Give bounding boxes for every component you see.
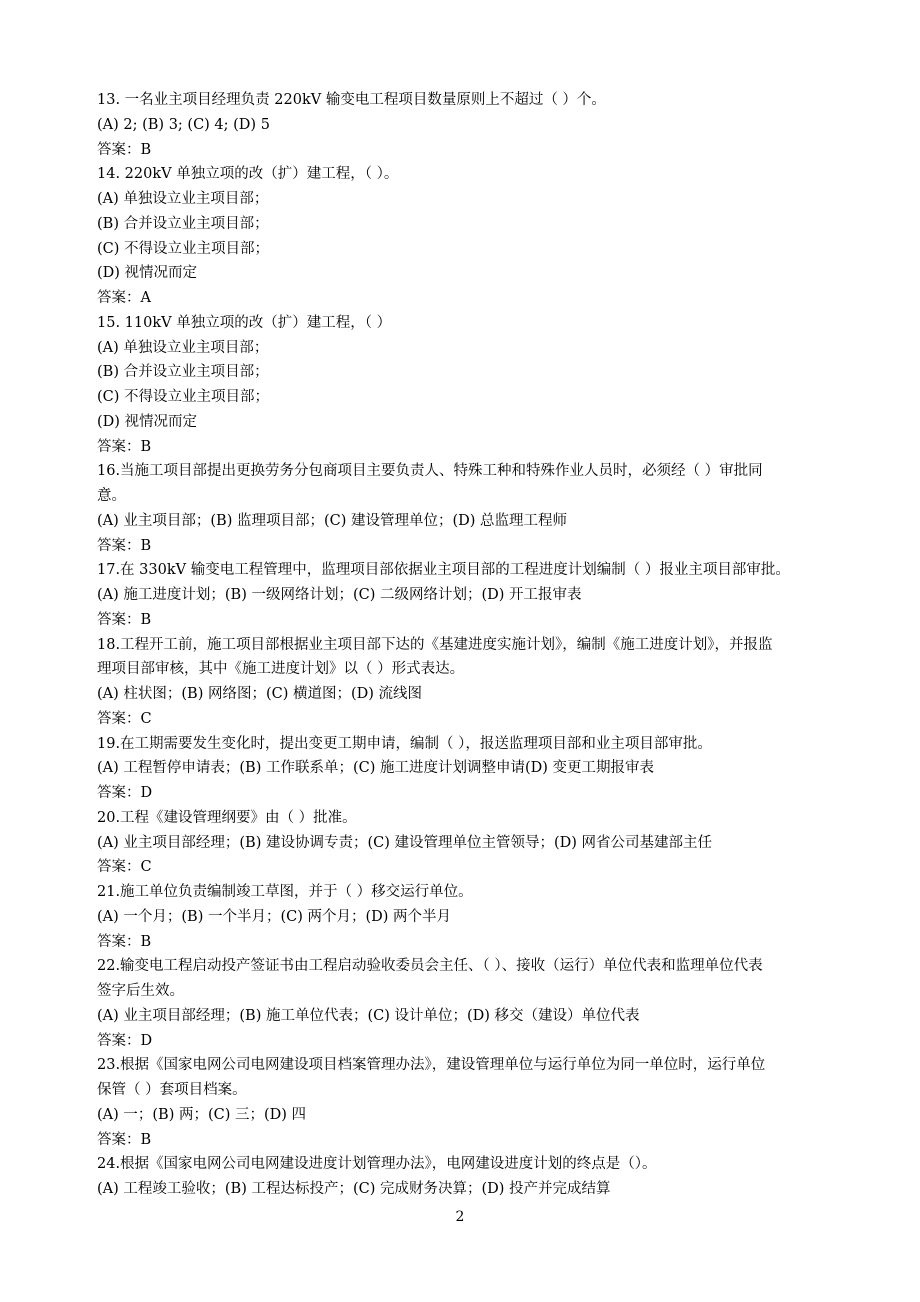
question-line: 13. 一名业主项目经理负责 220kV 输变电工程项目数量原则上不超过（ ）个。: [97, 92, 606, 108]
answer-line: 答案：C: [97, 859, 152, 876]
answer-line: 答案：C: [97, 710, 152, 727]
answer-line: 答案：B: [97, 1131, 152, 1148]
question-line: 签字后生效。: [97, 983, 184, 999]
option-line: (C) 不得设立业主项目部；: [97, 240, 270, 257]
question-line: 17.在 330kV 输变电工程管理中，监理项目部依据业主项目部的工程进度计划编制（ ）报业主项目部审批。: [97, 562, 790, 579]
option-line: (A) 柱状图；(B) 网络图；(C) 横道图；(D) 流线图: [97, 686, 423, 702]
option-line: (A) 2; (B) 3; (C) 4; (D) 5: [97, 116, 270, 133]
question-line: 23.根据《国家电网公司电网建设项目档案管理办法》，建设管理单位与运行单位为同一单位时，运行单位: [97, 1057, 766, 1074]
option-line: (B) 合并设立业主项目部；: [97, 364, 269, 381]
question-line: 14. 220kV 单独立项的改（扩）建工程，（ ）。: [97, 166, 399, 183]
option-line: (D) 视情况而定: [97, 265, 198, 282]
answer-line: 答案：A: [97, 290, 151, 306]
question-line: 保管（ ）套项目档案。: [97, 1082, 247, 1098]
option-line: (A) 单独设立业主项目部；: [97, 191, 269, 207]
option-line: (A) 施工进度计划；(B) 一级网络计划；(C) 二级网络计划；(D) 开工报审表: [97, 587, 582, 603]
option-line: (A) 工程竣工验收；(B) 工程达标投产；(C) 完成财务决算；(D) 投产并完成结算: [97, 1181, 611, 1197]
option-line: (A) 单独设立业主项目部；: [97, 339, 269, 356]
option-line: (B) 合并设立业主项目部；: [97, 215, 269, 232]
question-line: 意。: [97, 488, 126, 504]
question-line: 15. 110kV 单独立项的改（扩）建工程，（ ）: [97, 314, 392, 331]
question-line: 20.工程《建设管理纲要》由（ ）批准。: [97, 809, 357, 826]
answer-line: 答案：B: [97, 141, 152, 158]
page-number: 2: [455, 1209, 465, 1225]
answer-line: 答案：D: [97, 1032, 153, 1049]
option-line: (A) 业主项目部经理；(B) 施工单位代表；(C) 设计单位；(D) 移交（建设）单位代表: [97, 1007, 640, 1024]
answer-line: 答案：B: [97, 537, 152, 554]
question-list: [97, 88, 855, 1202]
option-line: (D) 视情况而定: [97, 413, 198, 430]
question-line: 21.施工单位负责编制竣工草图，并于（ ）移交运行单位。: [97, 884, 473, 900]
option-line: (A) 工程暂停申请表；(B) 工作联系单；(C) 施工进度计划调整申请(D) 变更工期报审表: [97, 760, 655, 777]
answer-line: 答案：B: [97, 438, 152, 455]
question-line: 18.工程开工前，施工项目部根据业主项目部下达的《基建进度实施计划》，编制《施工进度计划》，并报监: [97, 636, 773, 653]
answer-line: 答案：D: [97, 785, 153, 801]
question-line: 理项目部审核，其中《施工进度计划》以（ ）形式表达。: [97, 661, 465, 678]
option-line: (A) 一个月；(B) 一个半月；(C) 两个月；(D) 两个半月: [97, 908, 452, 925]
answer-line: 答案：B: [97, 611, 152, 628]
option-line: (A) 业主项目部；(B) 监理项目部；(C) 建设管理单位；(D) 总监理工程师: [97, 512, 568, 529]
question-line: 24.根据《国家电网公司电网建设进度计划管理办法》，电网建设进度计划的终点是（）。: [97, 1156, 657, 1173]
answer-line: 答案：B: [97, 933, 152, 950]
option-line: (A) 一；(B) 两；(C) 三；(D) 四: [97, 1106, 307, 1123]
question-line: 16.当施工项目部提出更换劳务分包商项目主要负责人、特殊工种和特殊作业人员时，必须经（ ）审批同: [97, 463, 763, 480]
option-line: (A) 业主项目部经理；(B) 建设协调专责；(C) 建设管理单位主管领导；(D) 网省公司基建部主任: [97, 834, 713, 851]
option-line: (C) 不得设立业主项目部；: [97, 389, 270, 405]
question-line: 19.在工期需要发生变化时，提出变更工期申请，编制（ ），报送监理项目部和业主项目部审批。: [97, 735, 712, 752]
question-line: 22.输变电工程启动投产签证书由工程启动验收委员会主任、（ ）、接收（运行）单位代表和监理单位代表: [97, 958, 763, 975]
